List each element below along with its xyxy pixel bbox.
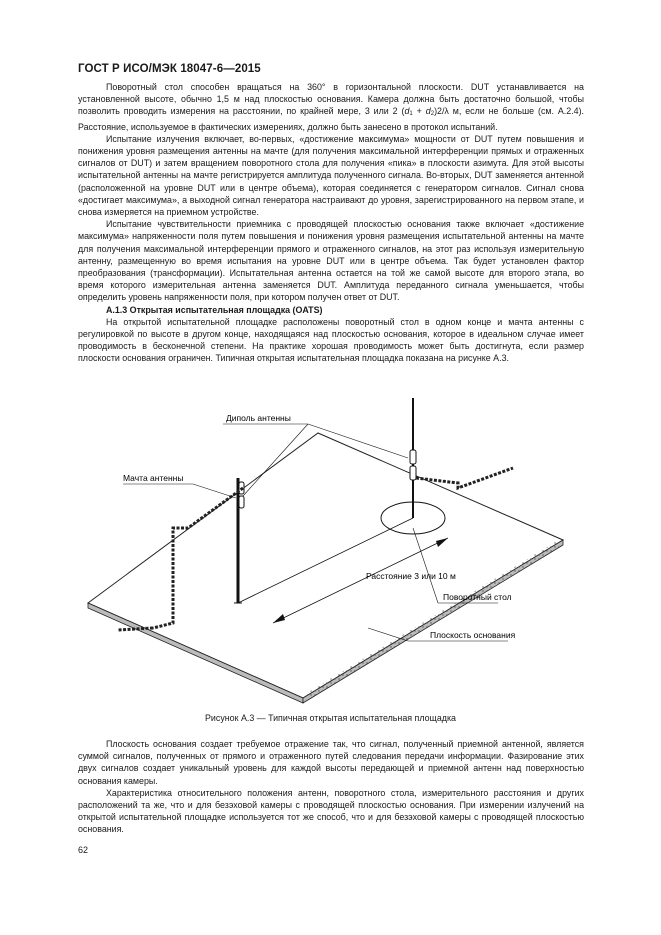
formula-d1: d: [404, 106, 410, 117]
turntable-cable: [416, 468, 513, 488]
formula-open: (: [397, 106, 405, 117]
figure-oats: [78, 378, 588, 708]
document-header: ГОСТ Р ИСО/МЭК 18047-6—2015: [78, 63, 261, 75]
paragraph-characteristics: Характеристика относительного положения антенн, поворотного стола, измерительного расстояния и других расположений та же, что и для безэховой камеры с проводящей плоскостью основания. При измерении излучений на открытой испытательной площадке используется тот же способ, что и для безэховой камеры с проводящей плоскостью основания.: [78, 787, 584, 835]
leader-mast: [193, 484, 236, 498]
formula-sub1: 1: [409, 111, 413, 118]
mast-cable: [153, 488, 243, 628]
paragraph-oats: На открытой испытательной площадке расположены поворотный стол в одном конце и мачта антенны с регулировкой по высоте в другом конце, находящаяся над плоскостью основания, которое в идеальном случае имеет проводимость в бесконечной степени. На практике хорошая проводимость может быть достигнута, если размер плоскости основания ограничен. Типичная открытая испытательная площадка показана на рисунке А.3.: [78, 316, 584, 364]
paragraph-ground-plane: Плоскость основания создает требуемое отражение так, что сигнал, полученный приемной антенной, является суммой сигналов, полученных от прямого и отраженного путей следования передачи информации. Фазирование этих двух сигналов создает уникальный уровень для каждой высоты передающей и приемной антенн над поверхностью основания камеры.: [78, 739, 584, 786]
distance-arrow-right: [436, 538, 448, 547]
distance-arrow-left: [273, 614, 285, 623]
label-distance: Расстояние 3 или 10 м: [366, 571, 456, 581]
figure-caption: Рисунок А.3 — Типичная открытая испытательная площадка: [205, 713, 456, 723]
formula-plus: +: [412, 106, 426, 117]
paragraph-turntable-text: Поворотный стол способен вращаться на 360° в горизонтальной плоскости. DUT устанавливается на установленной высоте, обычно 1,5 м над плоскостью основания. Камера должна быть достаточно большой, чтобы позволить проводить измерения на расстоянии, по крайней мере, 3 или 2: [78, 82, 584, 117]
mast-dipole-lower: [239, 496, 244, 508]
paragraph-sensitivity-test: Испытание чувствительности приемника с проводящей плоскостью основания также включает «достижение максимума» напряженности поля путем повышения и понижения уровня размещения испытательной антенны на мачте для получения максимальной интерференции прямого и отраженного сигналов, на этот раз используя измерительную антенну, размещенную во время испытания на уровне DUT или в центре объема. Так будет установлен фактор преобразования (трансформации). Испытательная антенна остается на той же самой высоте для второго этапа, во время которого измерительная антенна заменяется DUT. Амплитуда переданного сигнала уменьшается, чтобы определить уровень напряженности поля, при котором получен ответ от DUT.: [78, 219, 584, 303]
paragraph-turntable: [78, 81, 584, 133]
formula-rest: )2/λ м, если не больше (см. А.2.4). Расстояние, используемое в фактических измерениях, должно быть занесено в протокол испытаний.: [78, 106, 585, 132]
page-number: 62: [78, 845, 89, 855]
leader-turntable: [413, 528, 438, 603]
oats-diagram: [78, 378, 588, 708]
dut-dipole-upper: [410, 450, 416, 464]
dut-dipole-lower: [410, 466, 416, 480]
leader-dipole-right: [308, 424, 408, 458]
leader-dipole-left: [243, 424, 308, 496]
label-dipole: Диполь антенны: [226, 413, 291, 423]
formula-sub2: 2: [430, 111, 435, 118]
label-mast: Мачта антенны: [123, 473, 184, 483]
paragraph-emission-test: Испытание излучения включает, во-первых, «достижение максимума» мощности от DUT путем повышения и понижения уровня размещения антенны на мачте (для получения максимальной интерференции прямых и отраженных сигналов от DUT) и затем вращением поворотного стола для получения «пика» в плоскости азимута. Для этой высоты испытательной антенны на мачте регистрируется амплитуда полученного сигнала. Во-вторых, DUT заменяется антенной (расположенной на уровне DUT или в центре объема), которая соединяется с генератором сигналов. Сигнал снова «достигает максимума», а выходной сигнал генератора настраивают до уровня, зарегистрированного на первом этапе, и снова измеряется на приемном устройстве.: [78, 133, 584, 218]
label-turntable: Поворотный стол: [443, 592, 512, 602]
ground-plane-texture: [308, 544, 558, 696]
formula-d2: d: [425, 106, 431, 117]
text-block-bottom: [78, 738, 584, 836]
label-ground-plane: Плоскость основания: [430, 630, 516, 640]
ground-plane-edge-left: [88, 603, 303, 703]
section-heading: А.1.3 Открытая испытательная площадка (OATS): [106, 304, 323, 315]
leader-ground: [368, 628, 408, 641]
text-block-top: [78, 81, 584, 365]
distance-line: [238, 518, 413, 603]
